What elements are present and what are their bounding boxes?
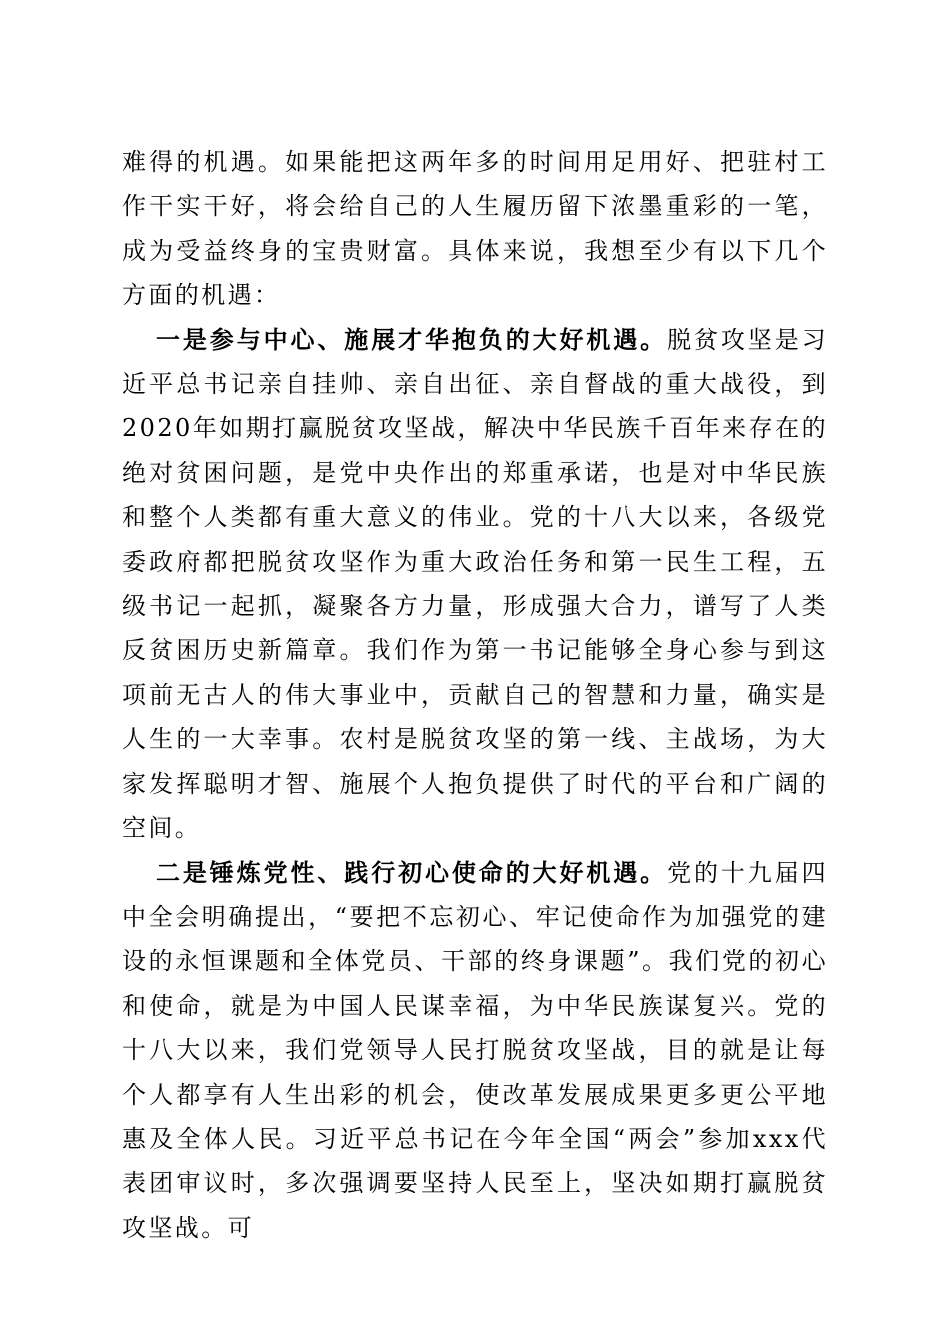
paragraph-continuation (122, 140, 828, 318)
paragraph-heading: 二是锤炼党性、践行初心使命的大好机遇。 (156, 857, 668, 887)
paragraph-heading: 一是参与中心、施展才华抱负的大好机遇。 (156, 324, 668, 354)
paragraph-opportunity-two (122, 851, 828, 1251)
paragraph-text: 难得的机遇。如果能把这两年多的时间用足用好、把驻村工作干实干好，将会给自己的人生履历留下浓墨重彩的一笔，成为受益终身的宝贵财富。具体来说，我想至少有以下几个方面的机遇： (122, 148, 828, 310)
paragraph-text: 党的十九届四中全会明确提出，“要把不忘初心、牢记使命作为加强党的建设的永恒课题和全体党员、干部的终身课题”。我们党的初心和使命，就是为中国人民谋幸福，为中华民族谋复兴。党的十八大以来，我们党领导人民打脱贫攻坚战，目的就是让每个人都享有人生出彩的机会，使改革发展成果更多更公平地惠及全体人民。习近平总书记在今年全国“两会”参加xxx代表团审议时，多次强调要坚持人民至上，坚决如期打赢脱贫攻坚战。可 (122, 858, 828, 1242)
paragraph-opportunity-one (122, 318, 828, 851)
document-body (122, 140, 828, 1250)
paragraph-text: 脱贫攻坚是习近平总书记亲自挂帅、亲自出征、亲自督战的重大战役，到2020年如期打赢脱贫攻坚战，解决中华民族千百年来存在的绝对贫困问题，是党中央作出的郑重承诺，也是对中华民族和整个人类都有重大意义的伟业。党的十八大以来，各级党委政府都把脱贫攻坚作为重大政治任务和第一民生工程，五级书记一起抓，凝聚各方力量，形成强大合力，谱写了人类反贫困历史新篇章。我们作为第一书记能够全身心参与到这项前无古人的伟大事业中，贡献自己的智慧和力量，确实是人生的一大幸事。农村是脱贫攻坚的第一线、主战场，为大家发挥聪明才智、施展个人抱负提供了时代的平台和广阔的空间。 (122, 325, 828, 843)
